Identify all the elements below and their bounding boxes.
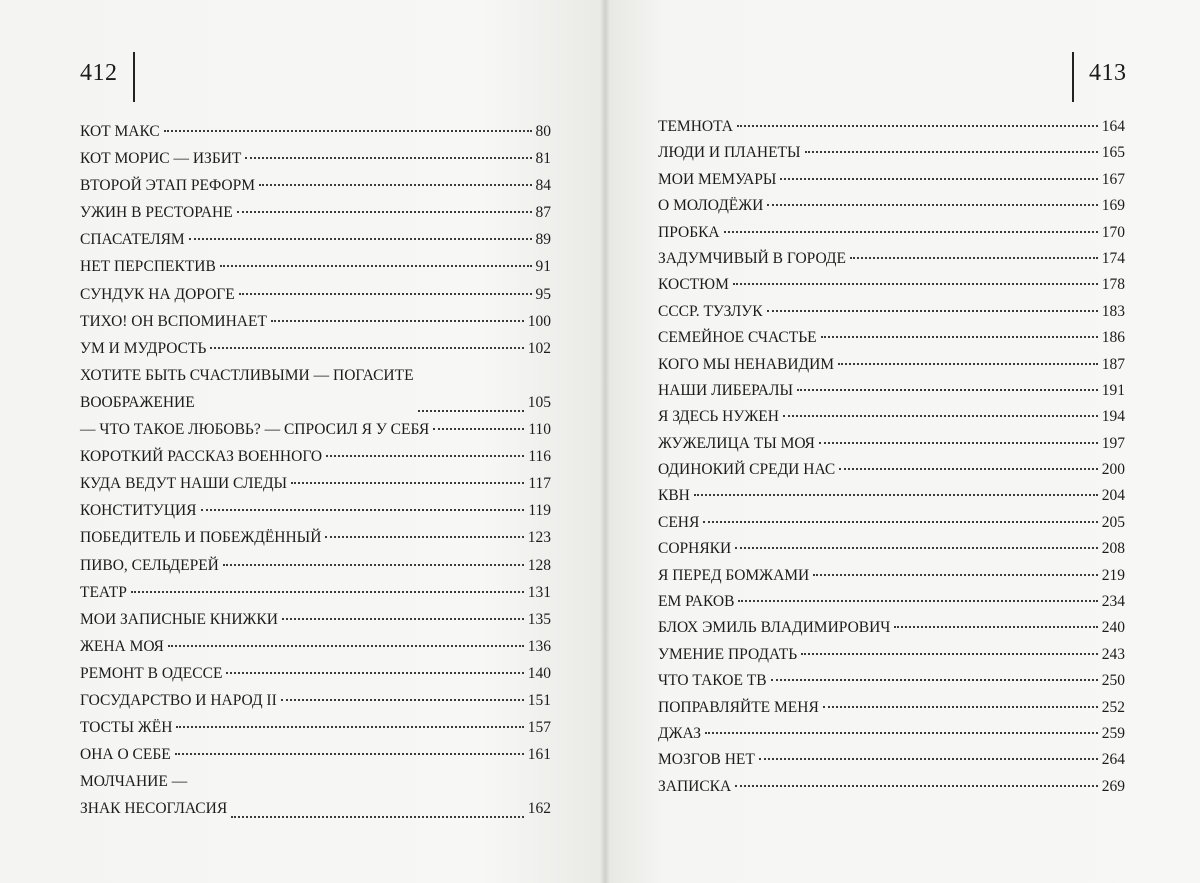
toc-entry-title: НАШИ ЛИБЕРАЛЫ <box>658 381 794 399</box>
dot-leader <box>239 293 532 295</box>
toc-entry-page-number: 87 <box>535 204 551 222</box>
toc-entry-page-number: 259 <box>1101 724 1125 742</box>
toc-entry-title: СЕНЯ <box>658 513 700 531</box>
dot-leader <box>326 455 524 457</box>
toc-entry-title: ЖУЖЕЛИЦА ТЫ МОЯ <box>658 434 815 452</box>
toc-entry-title: МОЗГОВ НЕТ <box>658 751 755 769</box>
toc-entry-title: УМ И МУДРОСТЬ <box>80 339 207 357</box>
toc-entry-title: ВТОРОЙ ЭТАП РЕФОРМ <box>80 177 255 195</box>
dot-leader <box>281 699 524 701</box>
toc-entry <box>80 308 551 335</box>
toc-entry-title: ЧТО ТАКОЕ ТВ <box>658 672 767 690</box>
dot-leader <box>418 410 524 412</box>
toc-entry-page-number: 169 <box>1101 197 1125 215</box>
toc-entry-title: ПИВО, СЕЛЬДЕРЕЙ <box>80 556 219 574</box>
toc-entry-title: ДЖАЗ <box>658 724 702 742</box>
toc-entry-page-number: 165 <box>1101 144 1125 162</box>
toc-entry <box>658 272 1125 298</box>
toc-entry <box>658 695 1125 721</box>
dot-leader <box>724 231 1098 233</box>
toc-entry-page-number: 84 <box>535 177 551 195</box>
toc-entry-page-number: 100 <box>527 312 551 330</box>
toc-entry-title: О МОЛОДЁЖИ <box>658 197 764 215</box>
toc-entry <box>80 497 551 524</box>
dot-leader <box>210 347 523 349</box>
dot-leader <box>694 494 1098 496</box>
dot-leader <box>237 211 532 213</box>
toc-entry <box>80 172 551 199</box>
toc-entry <box>658 615 1125 641</box>
toc-entry-page-number: 140 <box>527 664 551 682</box>
dot-leader <box>259 184 532 186</box>
toc-entry-title: ТИХО! ОН ВСПОМИНАЕТ <box>80 312 267 330</box>
dot-leader <box>737 125 1098 127</box>
toc-entry-title: УМЕНИЕ ПРОДАТЬ <box>658 645 798 663</box>
toc-entry-title: КОРОТКИЙ РАССКАЗ ВОЕННОГО <box>80 448 323 466</box>
toc-entry-title: ОНА О СЕБЕ <box>80 746 171 764</box>
toc-entry <box>658 167 1125 193</box>
toc-entry-page-number: 205 <box>1101 513 1125 531</box>
toc-entry <box>658 563 1125 589</box>
toc-entry-title: КОГО МЫ НЕНАВИДИМ <box>658 355 835 373</box>
dot-leader <box>839 468 1098 470</box>
toc-entry-title: ТЕМНОТА <box>658 118 733 135</box>
toc-entry <box>658 193 1125 219</box>
toc-entry <box>658 352 1125 378</box>
toc-entry-page-number: 119 <box>528 502 551 520</box>
toc-entry <box>80 606 551 633</box>
dot-leader <box>801 653 1098 655</box>
toc-entry <box>658 721 1125 747</box>
toc-entry <box>658 220 1125 246</box>
toc-entry <box>80 362 551 416</box>
toc-entry-page-number: 204 <box>1101 487 1125 505</box>
toc-entry <box>80 768 551 822</box>
toc-entry-title: ЛЮДИ И ПЛАНЕТЫ <box>658 144 801 162</box>
dot-leader <box>433 428 524 430</box>
toc-entry-title <box>80 362 414 416</box>
toc-entry-page-number: 186 <box>1101 329 1125 347</box>
toc-entry-page-number: 208 <box>1101 540 1125 558</box>
toc-entry-title: СУНДУК НА ДОРОГЕ <box>80 285 235 303</box>
toc-entry <box>80 579 551 606</box>
toc-entry-page-number: 264 <box>1101 751 1125 769</box>
dot-leader <box>894 626 1097 628</box>
toc-entry-title: РЕМОНТ В ОДЕССЕ <box>80 664 223 682</box>
toc-entry <box>658 668 1125 694</box>
dot-leader <box>767 310 1098 312</box>
toc-entry-page-number: 128 <box>527 556 551 574</box>
dot-leader <box>733 283 1098 285</box>
dot-leader <box>245 157 531 159</box>
dot-leader <box>703 521 1097 523</box>
toc-entry-title: ПОБЕДИТЕЛЬ И ПОБЕЖДЁННЫЙ <box>80 529 322 547</box>
toc-entry-title: ЖЕНА МОЯ <box>80 637 164 655</box>
toc-entry-title: ТЕАТР <box>80 583 127 601</box>
toc-entry-page-number: 170 <box>1101 223 1125 241</box>
dot-leader <box>176 726 523 728</box>
toc-entry-title: ГОСУДАРСТВО И НАРОД II <box>80 691 277 709</box>
toc-entry-page-number: 136 <box>527 637 551 655</box>
dot-leader <box>226 672 523 674</box>
left-toc-list <box>80 118 551 822</box>
toc-entry-page-number: 91 <box>535 258 551 276</box>
toc-entry-title: МОИ МЕМУАРЫ <box>658 170 777 188</box>
dot-leader <box>705 732 1098 734</box>
dot-leader <box>738 600 1097 602</box>
toc-entry-page-number: 89 <box>535 231 551 249</box>
toc-entry <box>658 299 1125 325</box>
toc-entry <box>658 114 1125 140</box>
toc-entry-page-number: 162 <box>527 800 551 818</box>
toc-entry-page-number: 157 <box>527 719 551 737</box>
dot-leader <box>821 336 1098 338</box>
toc-entry-page-number: 167 <box>1101 170 1125 188</box>
dot-leader <box>282 618 524 620</box>
toc-entry <box>658 431 1125 457</box>
toc-entry-title: СССР. ТУЗЛУК <box>658 302 763 320</box>
right-page-number: 413 <box>1089 60 1127 86</box>
toc-entry <box>80 633 551 660</box>
toc-entry-page-number: 250 <box>1101 672 1125 690</box>
toc-entry-page-number: 183 <box>1101 302 1125 320</box>
toc-entry-title: ЕМ РАКОВ <box>658 593 735 611</box>
toc-entry-title-line: ВООБРАЖЕНИЕ <box>80 393 195 411</box>
left-page-number: 412 <box>80 60 118 86</box>
book-gutter <box>600 0 610 883</box>
dot-leader <box>189 238 532 240</box>
toc-entry-title: БЛОХ ЭМИЛЬ ВЛАДИМИРОВИЧ <box>658 619 891 637</box>
toc-entry-page-number: 105 <box>527 393 551 411</box>
toc-entry-page-number: 269 <box>1101 777 1125 795</box>
toc-entry-page-number: 240 <box>1101 619 1125 637</box>
toc-entry <box>80 416 551 443</box>
toc-entry-title: СПАСАТЕЛЯМ <box>80 231 185 249</box>
dot-leader <box>823 706 1098 708</box>
toc-entry-page-number: 174 <box>1101 249 1125 267</box>
right-header-rule <box>1072 52 1074 102</box>
toc-entry <box>80 741 551 768</box>
dot-leader <box>819 442 1098 444</box>
toc-entry <box>658 378 1125 404</box>
toc-entry-page-number: 116 <box>528 448 551 466</box>
toc-entry-page-number: 164 <box>1101 118 1125 135</box>
dot-leader <box>201 509 525 511</box>
toc-entry <box>658 483 1125 509</box>
toc-entry <box>80 524 551 551</box>
toc-entry <box>658 140 1125 166</box>
toc-entry-page-number: 81 <box>535 150 551 168</box>
toc-entry-title: Я ПЕРЕД БОМЖАМИ <box>658 566 810 584</box>
dot-leader <box>735 547 1098 549</box>
toc-entry-title-line: МОЛЧАНИЕ — <box>80 773 188 791</box>
toc-entry <box>658 589 1125 615</box>
toc-entry-title: Я ЗДЕСЬ НУЖЕН <box>658 408 779 426</box>
toc-entry-page-number: 135 <box>527 610 551 628</box>
dot-leader <box>797 389 1098 391</box>
toc-entry-page-number: 161 <box>527 746 551 764</box>
toc-entry <box>658 457 1125 483</box>
toc-entry-page-number: 219 <box>1101 566 1125 584</box>
toc-entry <box>658 642 1125 668</box>
dot-leader <box>759 758 1098 760</box>
toc-entry-page-number: 194 <box>1101 408 1125 426</box>
dot-leader <box>223 564 524 566</box>
toc-entry-page-number: 102 <box>527 339 551 357</box>
toc-entry-title: ПРОБКА <box>658 223 720 241</box>
toc-entry-page-number: 200 <box>1101 461 1125 479</box>
toc-entry-page-number: 234 <box>1101 593 1125 611</box>
toc-entry <box>80 118 551 145</box>
toc-entry <box>80 199 551 226</box>
toc-entry <box>80 470 551 497</box>
right-toc-list <box>658 114 1125 800</box>
dot-leader <box>291 482 524 484</box>
toc-entry <box>80 253 551 280</box>
toc-entry-title-line: ХОТИТЕ БЫТЬ СЧАСТЛИВЫМИ — ПОГАСИТЕ <box>80 366 414 384</box>
dot-leader <box>783 415 1098 417</box>
toc-entry-title: УЖИН В РЕСТОРАНЕ <box>80 204 233 222</box>
toc-entry <box>80 335 551 362</box>
toc-entry-page-number: 151 <box>527 691 551 709</box>
toc-entry-page-number: 131 <box>527 583 551 601</box>
dot-leader <box>168 645 524 647</box>
toc-entry-title <box>80 768 227 822</box>
toc-entry <box>80 443 551 470</box>
toc-entry-title: КВН <box>658 487 690 505</box>
toc-entry-page-number: 117 <box>528 475 551 493</box>
toc-entry <box>80 552 551 579</box>
toc-entry <box>80 281 551 308</box>
dot-leader <box>231 816 524 818</box>
dot-leader <box>813 574 1098 576</box>
toc-entry-page-number: 191 <box>1101 381 1125 399</box>
toc-entry <box>658 536 1125 562</box>
toc-entry-title: ОДИНОКИЙ СРЕДИ НАС <box>658 461 836 479</box>
toc-entry-title: КОТ МАКС <box>80 123 160 140</box>
toc-entry-title: МОИ ЗАПИСНЫЕ КНИЖКИ <box>80 610 278 628</box>
dot-leader <box>735 785 1098 787</box>
toc-entry <box>80 714 551 741</box>
toc-entry-page-number: 178 <box>1101 276 1125 294</box>
toc-entry-title: КОСТЮМ <box>658 276 729 294</box>
dot-leader <box>805 151 1098 153</box>
toc-entry <box>80 660 551 687</box>
toc-entry <box>658 774 1125 800</box>
dot-leader <box>771 679 1098 681</box>
dot-leader <box>164 130 532 132</box>
toc-entry-title: НЕТ ПЕРСПЕКТИВ <box>80 258 216 276</box>
toc-entry-page-number: 252 <box>1101 698 1125 716</box>
toc-entry <box>658 325 1125 351</box>
toc-entry-title: СОРНЯКИ <box>658 540 732 558</box>
dot-leader <box>175 753 524 755</box>
toc-entry-page-number: 110 <box>528 421 551 439</box>
toc-entry-page-number: 187 <box>1101 355 1125 373</box>
toc-entry-title: СЕМЕЙНОЕ СЧАСТЬЕ <box>658 329 817 347</box>
toc-entry <box>80 687 551 714</box>
toc-entry-page-number: 80 <box>535 123 551 140</box>
dot-leader <box>767 204 1097 206</box>
toc-entry-page-number: 95 <box>535 285 551 303</box>
dot-leader <box>850 257 1098 259</box>
toc-entry-title: КУДА ВЕДУТ НАШИ СЛЕДЫ <box>80 475 288 493</box>
dot-leader <box>325 536 523 538</box>
toc-entry-title: ПОПРАВЛЯЙТЕ МЕНЯ <box>658 698 819 716</box>
toc-entry <box>80 145 551 172</box>
dot-leader <box>131 591 524 593</box>
dot-leader <box>838 363 1098 365</box>
toc-entry-page-number: 197 <box>1101 434 1125 452</box>
toc-entry-title: — ЧТО ТАКОЕ ЛЮБОВЬ? — СПРОСИЛ Я У СЕБЯ <box>80 421 430 439</box>
toc-entry-title: КОНСТИТУЦИЯ <box>80 502 197 520</box>
toc-entry-title: КОТ МОРИС — ИЗБИТ <box>80 150 242 168</box>
toc-entry <box>658 747 1125 773</box>
toc-entry <box>80 226 551 253</box>
toc-entry-title: ЗАПИСКА <box>658 777 732 795</box>
toc-entry-page-number: 123 <box>527 529 551 547</box>
left-header-rule <box>133 52 135 102</box>
toc-entry <box>658 510 1125 536</box>
dot-leader <box>271 320 524 322</box>
dot-leader <box>220 265 532 267</box>
toc-entry-title-line: ЗНАК НЕСОГЛАСИЯ <box>80 800 228 818</box>
toc-entry-title: ЗАДУМЧИВЫЙ В ГОРОДЕ <box>658 249 846 267</box>
dot-leader <box>780 178 1097 180</box>
toc-entry <box>658 246 1125 272</box>
toc-entry-page-number: 243 <box>1101 645 1125 663</box>
toc-entry-title: ТОСТЫ ЖЁН <box>80 719 173 737</box>
toc-entry <box>658 404 1125 430</box>
